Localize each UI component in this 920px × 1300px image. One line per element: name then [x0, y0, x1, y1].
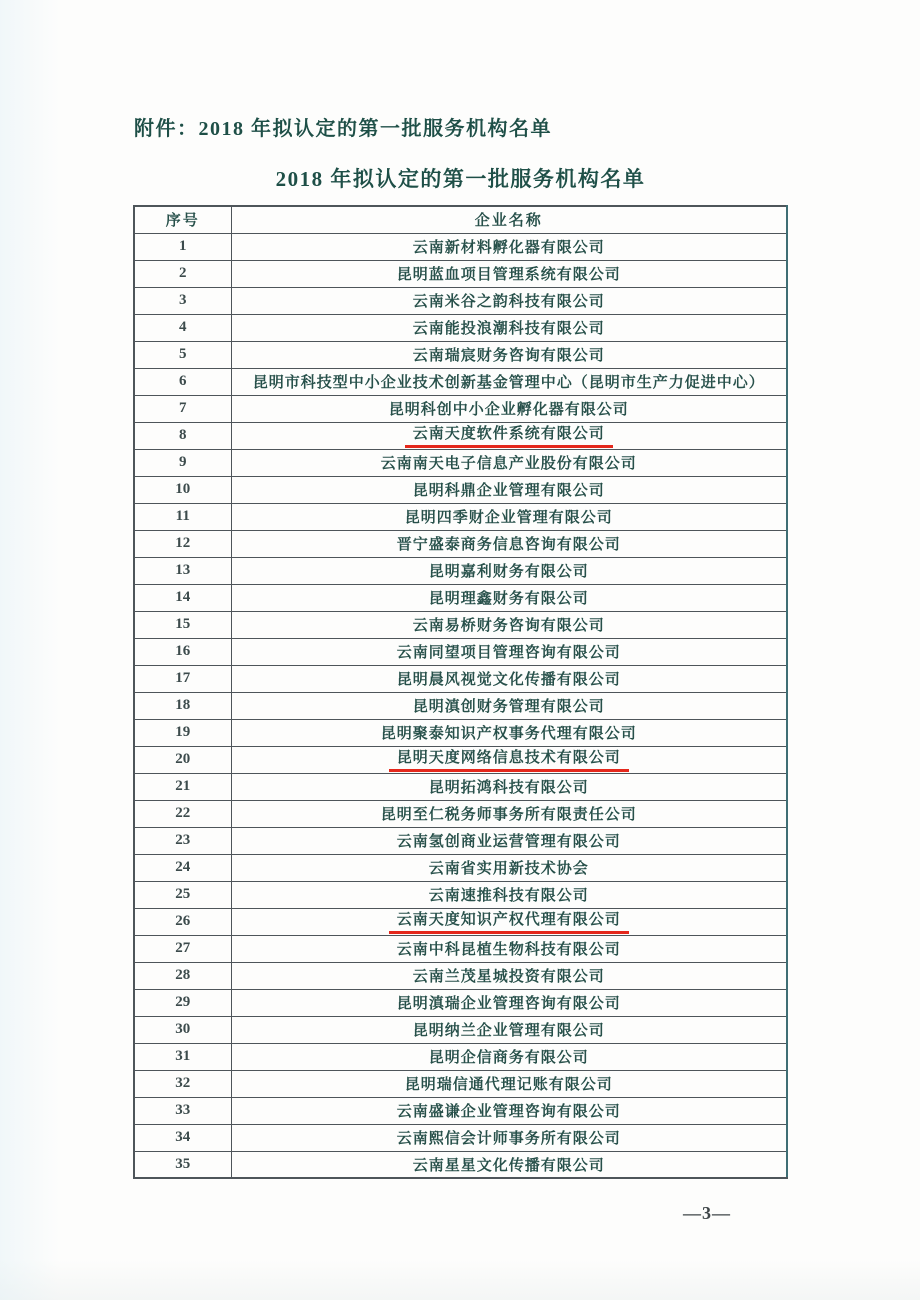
row-number-cell: 21 [134, 773, 231, 800]
company-name: 昆明科创中小企业孵化器有限公司 [388, 402, 629, 418]
company-name-cell [231, 422, 787, 449]
company-name: 云南能投浪潮科技有限公司 [412, 321, 605, 337]
company-name-cell [231, 395, 787, 422]
table-row [134, 233, 787, 260]
company-name: 云南中科昆植生物科技有限公司 [396, 942, 621, 958]
company-name: 云南米谷之韵科技有限公司 [412, 294, 605, 310]
company-name-cell [231, 665, 787, 692]
company-name-cell [231, 638, 787, 665]
table-row [134, 611, 787, 638]
company-name-cell [231, 341, 787, 368]
company-name: 昆明企信商务有限公司 [428, 1050, 589, 1066]
company-name-cell [231, 935, 787, 962]
row-number-cell: 5 [134, 341, 231, 368]
company-name: 昆明四季财企业管理有限公司 [404, 510, 613, 526]
company-name-cell [231, 881, 787, 908]
row-number-cell: 22 [134, 800, 231, 827]
company-name-cell [231, 503, 787, 530]
table-row [134, 827, 787, 854]
company-name-cell [231, 962, 787, 989]
row-number-cell: 10 [134, 476, 231, 503]
company-name: 昆明滇创财务管理有限公司 [412, 699, 605, 715]
company-name-cell [231, 557, 787, 584]
row-number-cell: 2 [134, 260, 231, 287]
attachment-title: 附件：2018 年拟认定的第一批服务机构名单 [134, 118, 552, 140]
row-number-cell: 32 [134, 1070, 231, 1097]
row-number-cell: 6 [134, 368, 231, 395]
row-number-cell: 9 [134, 449, 231, 476]
header-company-name: 企业名称 [231, 206, 787, 233]
company-name-cell [231, 314, 787, 341]
company-name: 昆明纳兰企业管理有限公司 [412, 1023, 605, 1039]
company-name-cell [231, 800, 787, 827]
row-number-cell: 18 [134, 692, 231, 719]
company-name-cell [231, 260, 787, 287]
table-row [134, 287, 787, 314]
company-name-red-underlined: 云南天度知识产权代理有限公司 [389, 910, 629, 934]
table-row [134, 1070, 787, 1097]
company-name: 云南氢创商业运营管理有限公司 [396, 834, 621, 850]
table-row [134, 719, 787, 746]
row-number-cell: 28 [134, 962, 231, 989]
row-number-cell: 17 [134, 665, 231, 692]
row-number-cell: 34 [134, 1124, 231, 1151]
table-row [134, 935, 787, 962]
company-name-cell [231, 827, 787, 854]
company-name: 云南南天电子信息产业股份有限公司 [380, 456, 637, 472]
row-number-cell: 24 [134, 854, 231, 881]
company-name-cell [231, 611, 787, 638]
company-name: 云南新材料孵化器有限公司 [412, 240, 605, 256]
company-name-cell [231, 1151, 787, 1178]
company-name-cell [231, 530, 787, 557]
company-name: 昆明市科技型中小企业技术创新基金管理中心（昆明市生产力促进中心） [252, 375, 765, 391]
row-number-cell: 16 [134, 638, 231, 665]
row-number-cell: 20 [134, 746, 231, 773]
row-number-cell: 12 [134, 530, 231, 557]
row-number-cell: 11 [134, 503, 231, 530]
company-name: 昆明理鑫财务有限公司 [428, 591, 589, 607]
table-row [134, 1151, 787, 1178]
table-row [134, 395, 787, 422]
table-row [134, 773, 787, 800]
company-name: 云南易桥财务咨询有限公司 [412, 618, 605, 634]
table-row [134, 1043, 787, 1070]
company-name-cell [231, 584, 787, 611]
company-name-cell [231, 1070, 787, 1097]
company-name: 昆明晨风视觉文化传播有限公司 [396, 672, 621, 688]
table-row [134, 908, 787, 935]
table-row [134, 881, 787, 908]
row-number-cell: 15 [134, 611, 231, 638]
company-name: 昆明嘉利财务有限公司 [428, 564, 589, 580]
table-title: 2018 年拟认定的第一批服务机构名单 [275, 167, 646, 191]
company-name: 昆明科鼎企业管理有限公司 [412, 483, 605, 499]
row-number-cell: 4 [134, 314, 231, 341]
table-row [134, 800, 787, 827]
row-number-cell: 25 [134, 881, 231, 908]
row-number-cell: 13 [134, 557, 231, 584]
company-name-red-underlined: 昆明天度网络信息技术有限公司 [389, 748, 629, 772]
table-row [134, 557, 787, 584]
company-name: 云南星星文化传播有限公司 [412, 1157, 605, 1174]
table-row [134, 314, 787, 341]
company-name-cell [231, 476, 787, 503]
table-row [134, 260, 787, 287]
company-name: 晋宁盛泰商务信息咨询有限公司 [396, 537, 621, 553]
header-row [134, 206, 787, 233]
row-number-cell: 27 [134, 935, 231, 962]
table-row [134, 1016, 787, 1043]
table-row [134, 449, 787, 476]
company-name: 昆明聚泰知识产权事务代理有限公司 [380, 726, 637, 742]
page-number: —3— [683, 1203, 731, 1223]
row-number-cell: 7 [134, 395, 231, 422]
row-number-cell: 1 [134, 233, 231, 260]
table-row [134, 476, 787, 503]
company-name-cell [231, 1124, 787, 1151]
row-number-cell: 3 [134, 287, 231, 314]
row-number-cell: 23 [134, 827, 231, 854]
company-name-cell [231, 1097, 787, 1124]
company-name: 云南盛谦企业管理咨询有限公司 [396, 1104, 621, 1120]
table-row [134, 422, 787, 449]
company-table-body [134, 233, 787, 1178]
row-number-cell: 30 [134, 1016, 231, 1043]
company-name: 云南兰茂星城投资有限公司 [412, 969, 605, 985]
company-name-cell [231, 233, 787, 260]
table-row [134, 746, 787, 773]
table-row [134, 665, 787, 692]
company-table-header [134, 206, 787, 233]
row-number-cell: 26 [134, 908, 231, 935]
company-table [133, 205, 788, 1179]
table-row [134, 962, 787, 989]
table-row [134, 503, 787, 530]
table-row [134, 530, 787, 557]
row-number-cell: 29 [134, 989, 231, 1016]
table-row [134, 692, 787, 719]
header-serial-number: 序号 [134, 206, 231, 233]
row-number-cell: 8 [134, 422, 231, 449]
company-name-cell [231, 368, 787, 395]
table-row [134, 368, 787, 395]
company-name: 昆明滇瑞企业管理咨询有限公司 [396, 996, 621, 1012]
row-number-cell: 33 [134, 1097, 231, 1124]
table-row [134, 638, 787, 665]
company-name-cell [231, 449, 787, 476]
company-name-cell [231, 287, 787, 314]
company-name: 云南速推科技有限公司 [428, 888, 589, 904]
table-row [134, 1097, 787, 1124]
table-row [134, 341, 787, 368]
company-name: 云南同望项目管理咨询有限公司 [396, 645, 621, 661]
company-name-cell [231, 1016, 787, 1043]
company-name-cell [231, 854, 787, 881]
company-name: 昆明拓鸿科技有限公司 [428, 780, 589, 796]
table-row [134, 1124, 787, 1151]
company-name-cell [231, 746, 787, 773]
company-name: 昆明瑞信通代理记账有限公司 [404, 1077, 613, 1093]
company-name: 云南省实用新技术协会 [428, 861, 589, 877]
company-name-cell [231, 719, 787, 746]
company-name-cell [231, 989, 787, 1016]
company-name: 昆明蓝血项目管理系统有限公司 [396, 267, 621, 283]
row-number-cell: 35 [134, 1151, 231, 1178]
company-name-cell [231, 1043, 787, 1070]
row-number-cell: 31 [134, 1043, 231, 1070]
company-name: 云南熙信会计师事务所有限公司 [396, 1131, 621, 1147]
table-row [134, 584, 787, 611]
table-row [134, 854, 787, 881]
company-name-cell [231, 773, 787, 800]
company-name: 昆明至仁税务师事务所有限责任公司 [380, 807, 637, 823]
company-name: 云南瑞宸财务咨询有限公司 [412, 348, 605, 364]
table-row [134, 989, 787, 1016]
company-name-cell [231, 692, 787, 719]
company-name-cell [231, 908, 787, 935]
row-number-cell: 19 [134, 719, 231, 746]
row-number-cell: 14 [134, 584, 231, 611]
company-name-red-underlined: 云南天度软件系统有限公司 [405, 424, 613, 448]
